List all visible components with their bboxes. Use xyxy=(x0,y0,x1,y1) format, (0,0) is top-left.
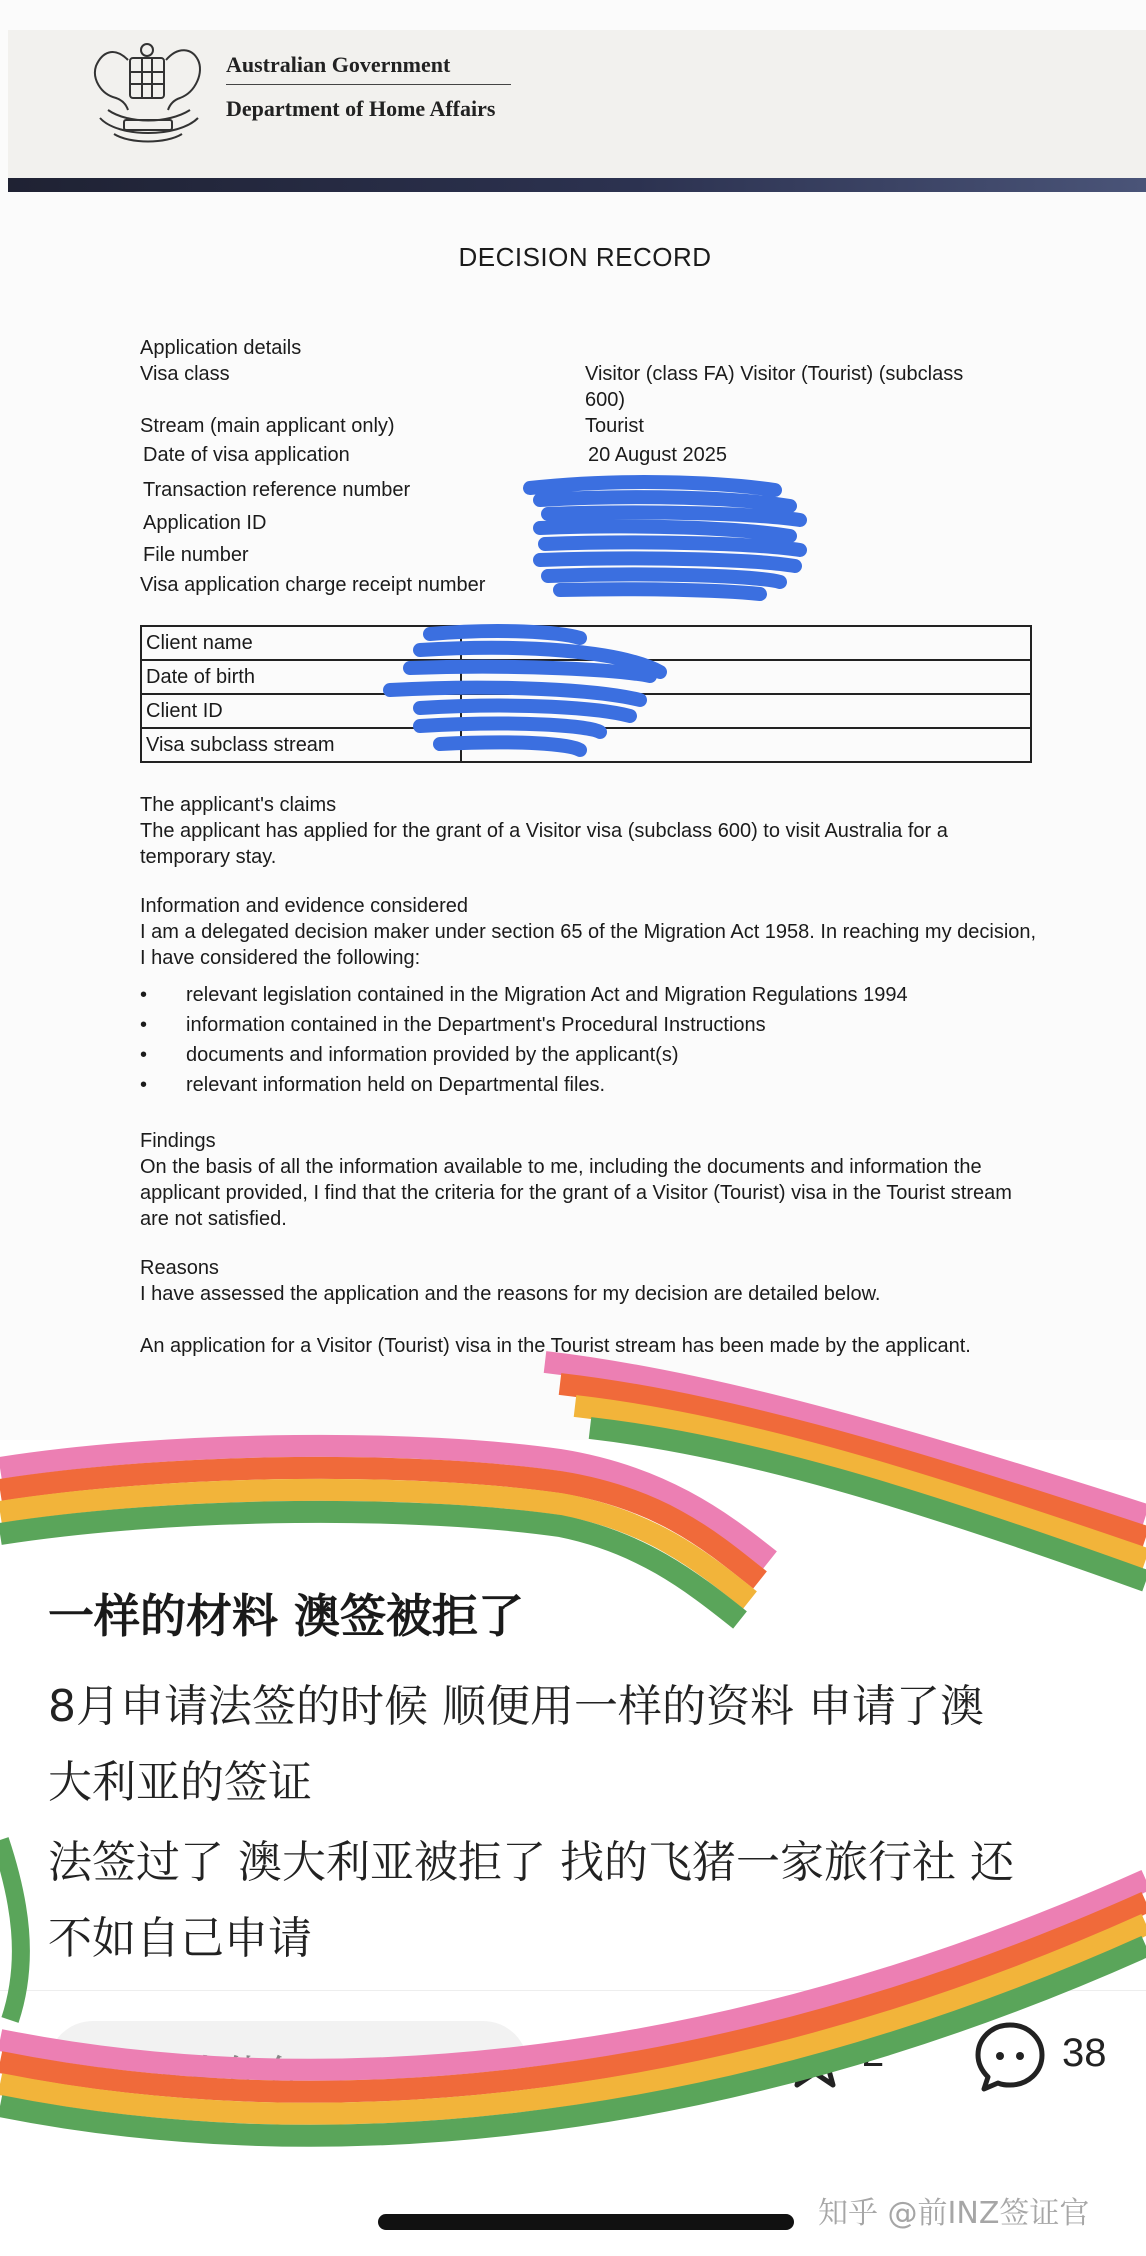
post-body-line: 不如自己申请 xyxy=(48,1913,312,1964)
receipt-number-label: Visa application charge receipt number xyxy=(140,574,486,596)
table-row xyxy=(141,660,1031,694)
dept-name: Department of Home Affairs xyxy=(226,96,496,121)
findings-heading: Findings xyxy=(140,1130,216,1152)
table-cell-redacted xyxy=(461,660,1031,694)
reasons-body-2: An application for a Visitor (Tourist) visa in the Tourist stream has been made by the applicant. xyxy=(140,1335,971,1357)
bottom-action-bar xyxy=(0,1990,1146,2160)
table-row xyxy=(141,728,1031,762)
coat-of-arms-icon xyxy=(78,38,218,158)
application-id-label: Application ID xyxy=(143,512,267,534)
list-item: • relevant legislation contained in the Migration Act and Migration Regulations 1994 xyxy=(140,984,908,1006)
list-item: • documents and information provided by the applicant(s) xyxy=(140,1044,679,1066)
watermark: 知乎 @前INZ签证官 xyxy=(818,2196,1090,2231)
date-value: 20 August 2025 xyxy=(588,444,728,466)
dob-label: Date of birth xyxy=(141,660,461,694)
file-number-label: File number xyxy=(143,544,249,566)
client-name-label: Client name xyxy=(141,626,461,660)
document-title: DECISION RECORD xyxy=(458,242,712,272)
client-details-table xyxy=(140,625,1032,763)
gov-header xyxy=(8,30,1146,180)
header-color-bar xyxy=(8,178,1146,192)
evidence-body: I am a delegated decision maker under section 65 of the Migration Act 1958. In reaching my decision, I have considered the following: xyxy=(140,921,1037,969)
subclass-stream-label: Visa subclass stream xyxy=(141,728,461,762)
list-item: • information contained in the Department's Procedural Instructions xyxy=(140,1014,766,1036)
post-title: 一样的材料 澳签被拒了 xyxy=(48,1589,525,1643)
trn-label: Transaction reference number xyxy=(143,479,411,501)
home-indicator[interactable] xyxy=(378,2214,794,2230)
star-count: 2 xyxy=(862,2031,885,2075)
date-label: Date of visa application xyxy=(143,444,350,466)
table-row xyxy=(141,626,1031,660)
application-details-heading: Application details xyxy=(140,337,302,359)
visa-class-value-2: 600) xyxy=(585,389,626,411)
claims-body: The applicant has applied for the grant of a Visitor visa (subclass 600) to visit Australia for a temporary stay. xyxy=(140,820,948,868)
post-body-line: 大利亚的签证 xyxy=(48,1757,312,1808)
table-cell-redacted xyxy=(461,694,1031,728)
list-item: • relevant information held on Departmental files. xyxy=(140,1074,606,1096)
comment-count: 38 xyxy=(1062,2031,1107,2075)
star-icon[interactable] xyxy=(780,2023,850,2093)
table-row xyxy=(141,694,1031,728)
stream-label: Stream (main applicant only) xyxy=(140,415,395,437)
visa-class-label: Visa class xyxy=(140,363,230,385)
client-id-label: Client ID xyxy=(141,694,461,728)
claims-heading: The applicant's claims xyxy=(140,794,337,816)
reasons-heading: Reasons xyxy=(140,1257,219,1279)
comment-bubble-icon[interactable] xyxy=(972,2019,1048,2095)
gov-name: Australian Government xyxy=(226,52,451,77)
table-cell-redacted xyxy=(461,728,1031,762)
post-body-line: 8月申请法签的时候 顺便用一样的资料 申请了澳 xyxy=(48,1681,984,1732)
findings-body: On the basis of all the information available to me, including the documents and information the applicant provided, I find that the criteria for the grant of a Visitor (Tourist) visa in the Tourist stream are not satisfied. xyxy=(140,1156,1012,1230)
header-divider xyxy=(226,84,511,85)
table-cell-redacted xyxy=(461,626,1031,660)
post-body-line: 法签过了 澳大利亚被拒了 找的飞猪一家旅行社 还 xyxy=(48,1837,1014,1888)
visa-class-value-1: Visitor (class FA) Visitor (Tourist) (subclass xyxy=(585,363,964,385)
stream-value: Tourist xyxy=(585,415,644,437)
reasons-body: I have assessed the application and the reasons for my decision are detailed below. xyxy=(140,1283,881,1305)
comment-input[interactable] xyxy=(48,2021,528,2111)
comment-placeholder: 说点什么 xyxy=(148,2052,301,2096)
evidence-heading: Information and evidence considered xyxy=(140,895,468,917)
pencil-icon xyxy=(88,2049,126,2087)
